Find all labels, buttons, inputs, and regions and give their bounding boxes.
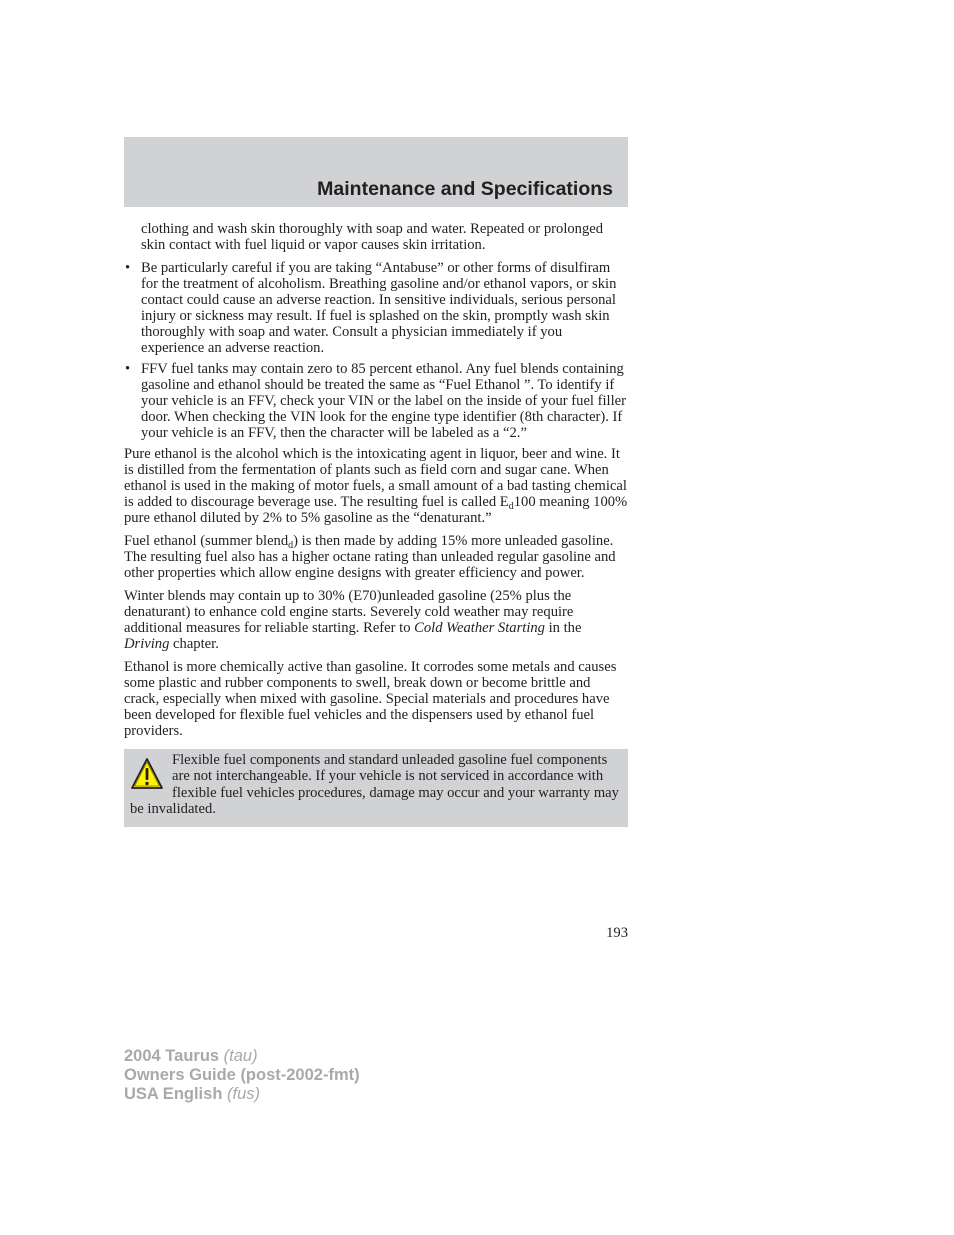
bullet-mark: •: [125, 361, 131, 377]
paragraph-winter-blends: Winter blends may contain up to 30% (E70)unleaded gasoline (25% plus the denaturant) to enhance cold engine starts. Severely cold weather may require additional measures for reliable starting. Refer to Cold Weather Starting in the Driving chapter.: [124, 588, 582, 652]
section-header: [124, 137, 628, 207]
warning-triangle-icon: [130, 757, 164, 791]
footer-line-language: USA English (fus): [124, 1085, 260, 1103]
paragraph-pure-ethanol: Pure ethanol is the alcohol which is the intoxicating agent in liquor, beer and wine. It is distilled from the fermentation of plants such as field corn and sugar cane. When ethanol is used in the making of motor fuels, a small amount of a bad tasting chemical is added to discourage beverage use. The resulting fuel is called $E_d100$ meaning 100% pure ethanol diluted by 2% to 5% gasoline as the “denaturant.”: [124, 446, 628, 526]
document-footer: [124, 1047, 360, 1104]
paragraph-chemically-active: Ethanol is more chemically active than gasoline. It corrodes some metals and causes some plastic and rubber components to swell, break down or become brittle and crack, especially when mixed with gasoline. Special materials and procedures have been developed for flexible fuel vehicles and the dispensers used by ethanol fuel providers.: [124, 659, 617, 739]
bullet-text: Be particularly careful if you are taking “Antabuse” or other forms of disulfiram for the treatment of alcoholism. Breathing gasoline and/or ethanol vapors, or skin contact could cause an adverse reaction. In sensitive individuals, serious personal injury or sickness may result. If fuel is splashed on the skin, promptly wash skin thoroughly with soap and water. Consult a physician immediately if you experience an adverse reaction.: [141, 260, 617, 356]
paragraph-fuel-ethanol: Fuel ethanol (summer blend$_d$) is then made by adding 15% more unleaded gasoline. The resulting fuel also has a higher octane rating than unleaded regular gasoline and other properties which allow engine designs with greater efficiency and power.: [124, 533, 616, 581]
footer-line-model: 2004 Taurus (tau): [124, 1047, 258, 1065]
warning-text: Flexible fuel components and standard unleaded gasoline fuel components are not interchangeable. If your vehicle is not serviced in accordance with flexible fuel vehicles procedures, damage may occur and your warranty may be invalidated.: [130, 752, 619, 818]
page-content: [124, 221, 628, 827]
page-number: 193: [606, 925, 628, 941]
bullet-text: FFV fuel tanks may contain zero to 85 percent ethanol. Any fuel blends containing gasoline and ethanol should be treated the same as “Fuel Ethanol ”. To identify if your vehicle is an FFV, check your VIN or the label on the inside of your fuel filler door. When checking the VIN look for the engine type identifier (8th character). If your vehicle is an FFV, then the character will be labeled as a “2.”: [141, 361, 626, 441]
cross-reference-driving: Driving: [124, 636, 170, 652]
bullet-mark: •: [125, 260, 131, 276]
footer-line-guide: Owners Guide (post-2002-fmt): [124, 1066, 360, 1084]
bullet-list: [124, 260, 628, 441]
continuation-text: clothing and wash skin thoroughly with soap and water. Repeated or prolonged skin contact with fuel liquid or vapor causes skin irritation.: [141, 221, 604, 253]
list-item: [124, 361, 628, 441]
list-item: [124, 260, 628, 356]
cross-reference-cold-weather-starting: Cold Weather Starting: [414, 620, 545, 636]
warning-box: [124, 749, 628, 827]
section-title: Maintenance and Specifications: [317, 178, 613, 200]
